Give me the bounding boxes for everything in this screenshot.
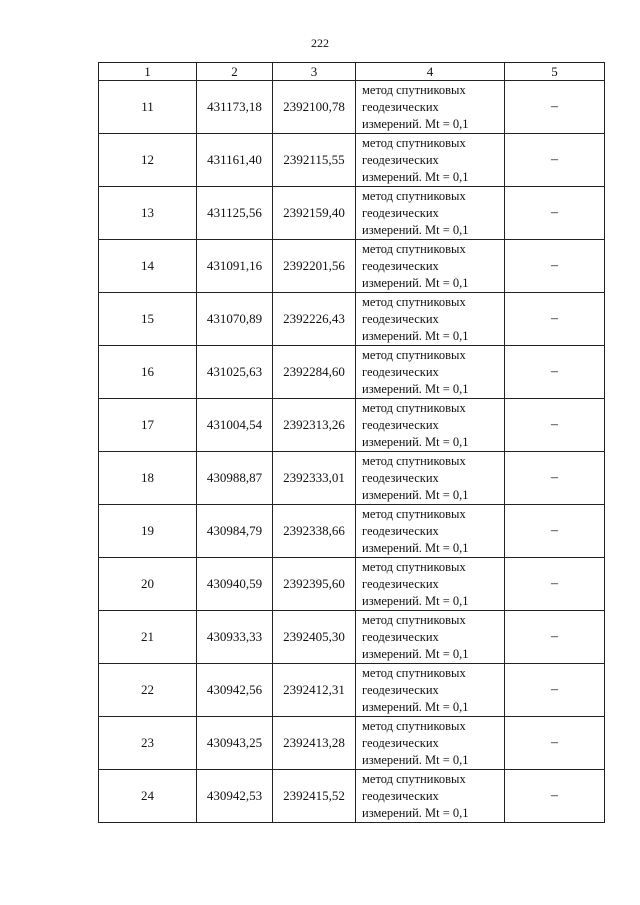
method-cell [356, 240, 505, 293]
method-line: измерений. Mt = 0,1 [362, 434, 469, 449]
method-cell [356, 558, 505, 611]
table-row [99, 399, 605, 452]
note-cell: – [505, 346, 605, 399]
method-line: геодезических [362, 735, 439, 750]
method-cell [356, 346, 505, 399]
y-coordinate-cell: 2392413,28 [273, 717, 356, 770]
method-line: геодезических [362, 311, 439, 326]
table-row [99, 293, 605, 346]
point-number-cell: 24 [99, 770, 197, 823]
x-coordinate-cell: 430984,79 [197, 505, 273, 558]
method-line: измерений. Mt = 0,1 [362, 275, 469, 290]
table-row [99, 770, 605, 823]
x-coordinate-cell: 430942,53 [197, 770, 273, 823]
method-line: измерений. Mt = 0,1 [362, 222, 469, 237]
method-cell [356, 134, 505, 187]
method-line: измерений. Mt = 0,1 [362, 328, 469, 343]
method-line: геодезических [362, 682, 439, 697]
point-number-cell: 19 [99, 505, 197, 558]
x-coordinate-cell: 430943,25 [197, 717, 273, 770]
header-col-5: 5 [505, 63, 605, 81]
point-number-cell: 18 [99, 452, 197, 505]
x-coordinate-cell: 430940,59 [197, 558, 273, 611]
header-col-3: 3 [273, 63, 356, 81]
table-row [99, 81, 605, 134]
point-number-cell: 11 [99, 81, 197, 134]
note-cell: – [505, 134, 605, 187]
method-cell [356, 611, 505, 664]
method-line: геодезических [362, 788, 439, 803]
y-coordinate-cell: 2392115,55 [273, 134, 356, 187]
method-line: метод спутниковых [362, 506, 466, 521]
method-cell [356, 187, 505, 240]
point-number-cell: 16 [99, 346, 197, 399]
method-line: геодезических [362, 205, 439, 220]
method-line: метод спутниковых [362, 771, 466, 786]
method-line: геодезических [362, 152, 439, 167]
table-row [99, 240, 605, 293]
method-line: метод спутниковых [362, 347, 466, 362]
table-row [99, 452, 605, 505]
method-line: измерений. Mt = 0,1 [362, 540, 469, 555]
method-cell [356, 505, 505, 558]
note-cell: – [505, 81, 605, 134]
method-line: метод спутниковых [362, 241, 466, 256]
y-coordinate-cell: 2392338,66 [273, 505, 356, 558]
page-number: 222 [311, 36, 329, 50]
note-cell: – [505, 399, 605, 452]
y-coordinate-cell: 2392405,30 [273, 611, 356, 664]
x-coordinate-cell: 430942,56 [197, 664, 273, 717]
method-cell [356, 81, 505, 134]
y-coordinate-cell: 2392159,40 [273, 187, 356, 240]
note-cell: – [505, 187, 605, 240]
method-line: геодезических [362, 258, 439, 273]
table-body [99, 81, 605, 823]
point-number-cell: 14 [99, 240, 197, 293]
point-number-cell: 15 [99, 293, 197, 346]
method-line: геодезических [362, 576, 439, 591]
method-line: геодезических [362, 417, 439, 432]
y-coordinate-cell: 2392201,56 [273, 240, 356, 293]
table-row [99, 187, 605, 240]
method-line: измерений. Mt = 0,1 [362, 487, 469, 502]
point-number-cell: 20 [99, 558, 197, 611]
x-coordinate-cell: 431173,18 [197, 81, 273, 134]
y-coordinate-cell: 2392395,60 [273, 558, 356, 611]
method-line: метод спутниковых [362, 400, 466, 415]
table-row [99, 611, 605, 664]
coordinates-table [98, 62, 605, 823]
method-line: метод спутниковых [362, 559, 466, 574]
y-coordinate-cell: 2392226,43 [273, 293, 356, 346]
table-row [99, 346, 605, 399]
y-coordinate-cell: 2392412,31 [273, 664, 356, 717]
method-line: метод спутниковых [362, 188, 466, 203]
method-line: метод спутниковых [362, 135, 466, 150]
method-line: измерений. Mt = 0,1 [362, 381, 469, 396]
y-coordinate-cell: 2392333,01 [273, 452, 356, 505]
point-number-cell: 17 [99, 399, 197, 452]
header-col-4: 4 [356, 63, 505, 81]
method-cell [356, 770, 505, 823]
x-coordinate-cell: 431025,63 [197, 346, 273, 399]
method-cell [356, 293, 505, 346]
method-line: метод спутниковых [362, 612, 466, 627]
note-cell: – [505, 293, 605, 346]
table-row [99, 505, 605, 558]
note-cell: – [505, 611, 605, 664]
method-line: метод спутниковых [362, 294, 466, 309]
note-cell: – [505, 770, 605, 823]
method-line: измерений. Mt = 0,1 [362, 116, 469, 131]
table-row [99, 664, 605, 717]
x-coordinate-cell: 430933,33 [197, 611, 273, 664]
x-coordinate-cell: 431070,89 [197, 293, 273, 346]
point-number-cell: 13 [99, 187, 197, 240]
table-row [99, 134, 605, 187]
method-cell [356, 452, 505, 505]
method-line: измерений. Mt = 0,1 [362, 169, 469, 184]
method-line: измерений. Mt = 0,1 [362, 805, 469, 820]
x-coordinate-cell: 431004,54 [197, 399, 273, 452]
x-coordinate-cell: 430988,87 [197, 452, 273, 505]
method-line: геодезических [362, 470, 439, 485]
table-row [99, 558, 605, 611]
y-coordinate-cell: 2392100,78 [273, 81, 356, 134]
note-cell: – [505, 505, 605, 558]
method-line: измерений. Mt = 0,1 [362, 699, 469, 714]
method-line: метод спутниковых [362, 82, 466, 97]
method-cell [356, 664, 505, 717]
point-number-cell: 22 [99, 664, 197, 717]
note-cell: – [505, 452, 605, 505]
header-col-2: 2 [197, 63, 273, 81]
note-cell: – [505, 240, 605, 293]
method-cell [356, 717, 505, 770]
method-cell [356, 399, 505, 452]
x-coordinate-cell: 431125,56 [197, 187, 273, 240]
x-coordinate-cell: 431161,40 [197, 134, 273, 187]
point-number-cell: 12 [99, 134, 197, 187]
y-coordinate-cell: 2392284,60 [273, 346, 356, 399]
method-line: метод спутниковых [362, 453, 466, 468]
note-cell: – [505, 664, 605, 717]
method-line: геодезических [362, 99, 439, 114]
method-line: метод спутниковых [362, 718, 466, 733]
method-line: геодезических [362, 523, 439, 538]
y-coordinate-cell: 2392313,26 [273, 399, 356, 452]
method-line: метод спутниковых [362, 665, 466, 680]
method-line: геодезических [362, 629, 439, 644]
note-cell: – [505, 558, 605, 611]
note-cell: – [505, 717, 605, 770]
point-number-cell: 23 [99, 717, 197, 770]
method-line: измерений. Mt = 0,1 [362, 752, 469, 767]
header-row [99, 63, 605, 81]
table-header [99, 63, 605, 81]
method-line: измерений. Mt = 0,1 [362, 593, 469, 608]
header-col-1: 1 [99, 63, 197, 81]
method-line: геодезических [362, 364, 439, 379]
method-line: измерений. Mt = 0,1 [362, 646, 469, 661]
y-coordinate-cell: 2392415,52 [273, 770, 356, 823]
table-row [99, 717, 605, 770]
x-coordinate-cell: 431091,16 [197, 240, 273, 293]
point-number-cell: 21 [99, 611, 197, 664]
